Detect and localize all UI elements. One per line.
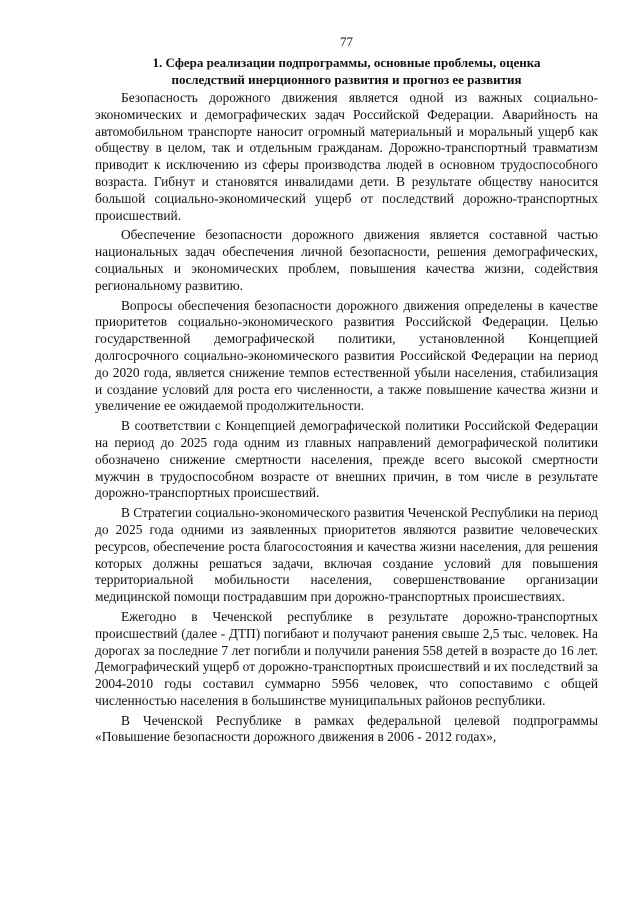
paragraph-7: В Чеченской Республике в рамках федеральной целевой подпрограммы «Повышение безопасности дорожного движения в 2006 - 2012 годах»,	[95, 712, 598, 745]
section-title-line-1: 1. Сфера реализации подпрограммы, основные проблемы, оценка	[152, 55, 541, 70]
page-number: 77	[340, 34, 353, 49]
paragraph-2: Обеспечение безопасности дорожного движения является составной частью национальных задач обеспечения личной безопасности, решения демографических, социальных и экономических проблем, повышения качества жизни, содействия региональному развитию.	[95, 227, 598, 293]
paragraph-3: Вопросы обеспечения безопасности дорожного движения определены в качестве приоритетов социально-экономического развития Российской Федерации. Целью государственной демографической политики, установленной Концепцией долгосрочного социально-экономического развития Российской Федерации на период до 2020 года, является снижение темпов естественной убыли населения, стабилизация и создание условий для роста его численности, а также повышение качества жизни и увеличение ее ожидаемой продолжительности.	[95, 297, 598, 414]
paragraph-4: В соответствии с Концепцией демографической политики Российской Федерации на период до 2025 года одним из главных направлений демографической политики обозначено снижение смертности населения, прежде всего высокой смертности мужчин в трудоспособном возрасте от внешних причин, в том числе в результате дорожно-транспортных происшествий.	[95, 418, 598, 501]
document-page	[95, 34, 598, 749]
paragraph-1: Безопасность дорожного движения является одной из важных социально-экономических и демографических задач Российской Федерации. Аварийность на автомобильном транспорте наносит огромный материальный и моральный ущерб как обществу в целом, так и отдельным гражданам. Дорожно-транспортный травматизм приводит к исключению из сферы производства людей в основном трудоспособного возраста. Гибнут и становятся инвалидами дети. В результате обществу наносится большой социально-экономический ущерб от последствий дорожно-транспортных происшествий.	[95, 90, 598, 223]
section-title-line-2: последствий инерционного развития и прогноз ее развития	[171, 72, 522, 87]
paragraph-5: В Стратегии социально-экономического развития Чеченской Республики на период до 2025 года одними из заявленных приоритетов являются развитие человеческих ресурсов, обеспечение роста благосостояния и качества жизни населения, для решения которых должны решаться задачи, включая создание условий для повышения территориальной мобильности населения, совершенствование организации медицинской помощи пострадавшим при дорожно-транспортных происшествиях.	[95, 505, 598, 605]
paragraph-6: Ежегодно в Чеченской республике в результате дорожно-транспортных происшествий (далее - ДТП) погибают и получают ранения свыше 2,5 тыс. человек. На дорогах за последние 7 лет погибли и получили ранения 558 детей в возрасте до 16 лет. Демографический ущерб от дорожно-транспортных происшествий и их последствий за 2004-2010 годы составил суммарно 5956 человек, что сопоставимо с общей численностью населения в большинстве муниципальных районов республики.	[95, 608, 598, 708]
